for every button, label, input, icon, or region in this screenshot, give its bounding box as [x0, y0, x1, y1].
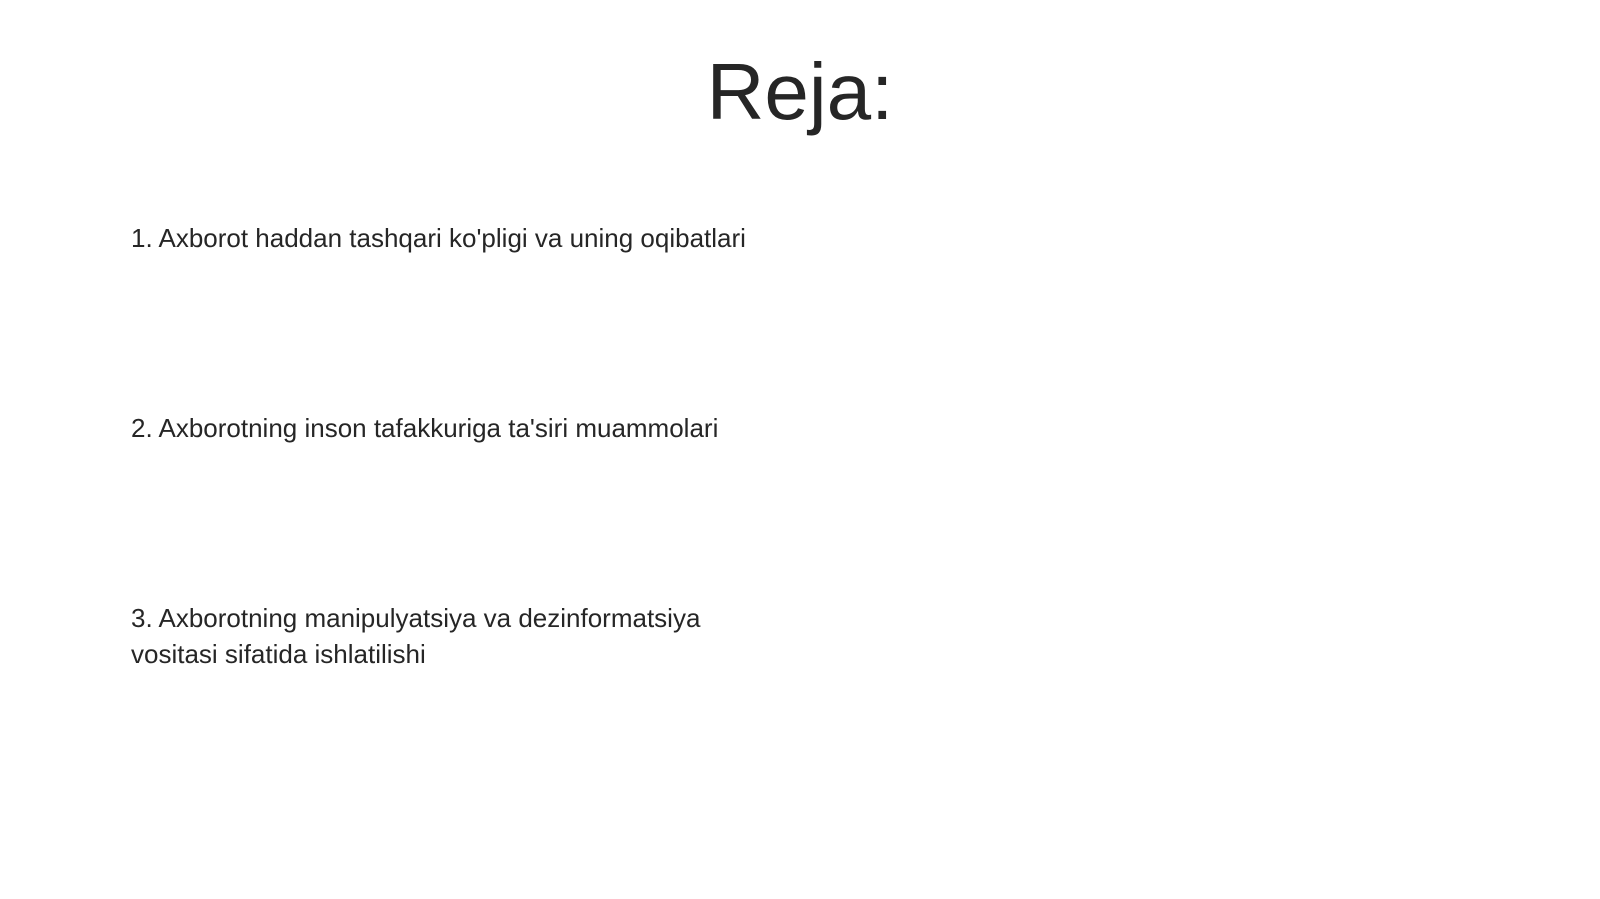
- plan-item-3: [131, 600, 811, 672]
- slide-title: Reja:: [706, 47, 894, 136]
- plan-item-1-text: 1. Axborot haddan tashqari ko'pligi va uning oqibatlari: [131, 223, 746, 253]
- plan-item-2-text: 2. Axborotning inson tafakkuriga ta'siri muammolari: [131, 413, 719, 443]
- plan-item-1: [131, 220, 811, 256]
- plan-item-2: [131, 410, 811, 446]
- plan-item-3-line-2: vositasi sifatida ishlatilishi: [131, 639, 426, 669]
- plan-item-3-line-1: 3. Axborotning manipulyatsiya va dezinformatsiya: [131, 603, 701, 633]
